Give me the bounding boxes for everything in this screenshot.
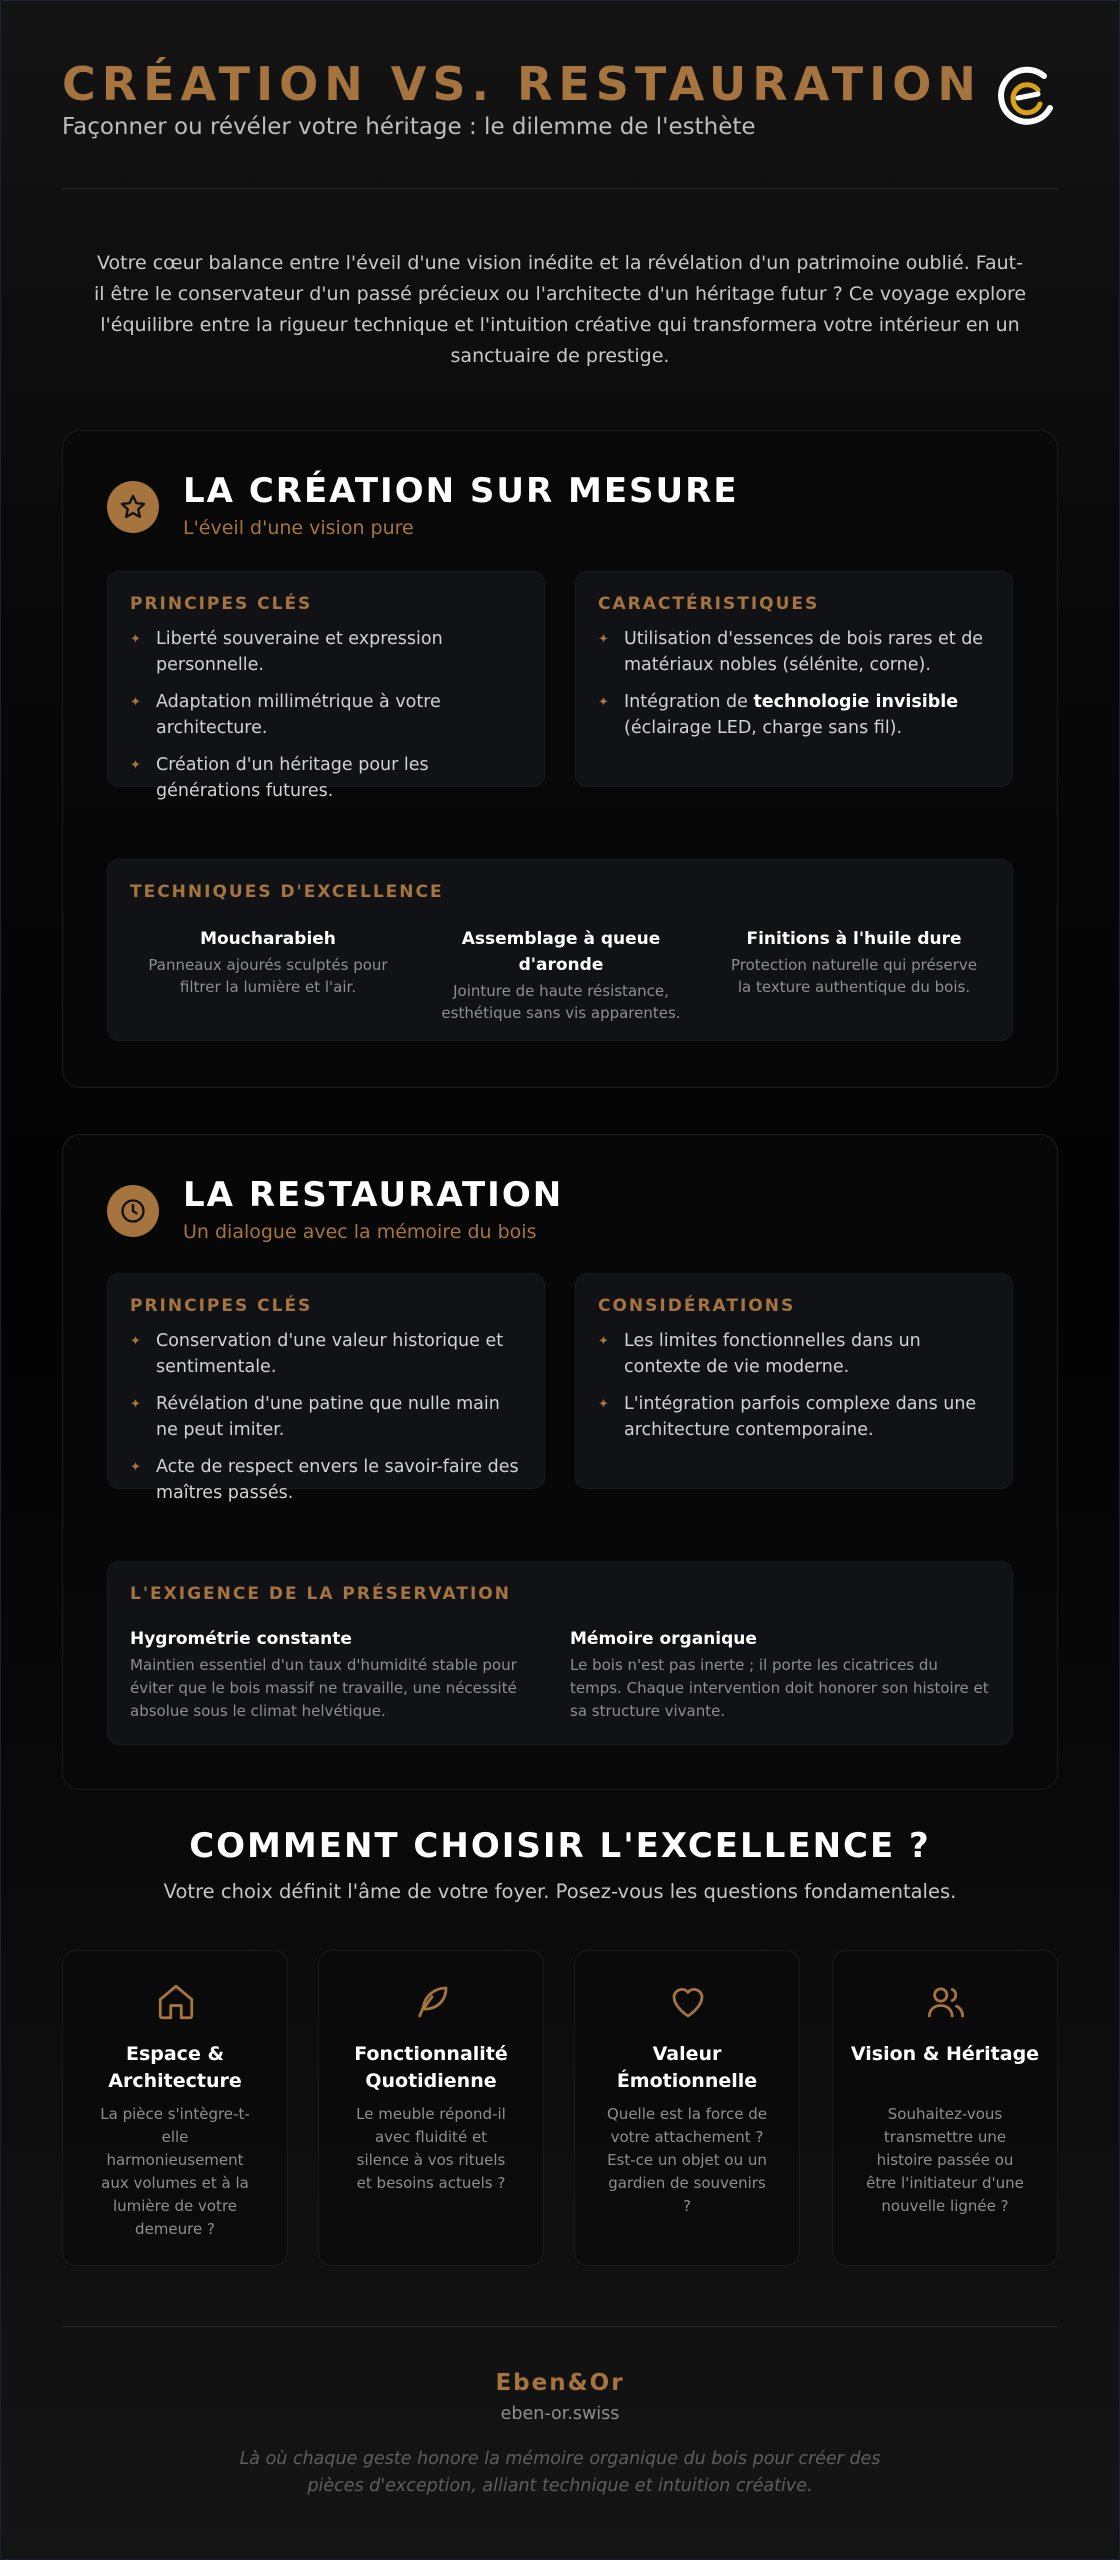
question-title: Espace & Architecture — [108, 2043, 242, 2092]
restoration-section — [62, 1134, 1058, 1790]
restoration-subtitle: Un dialogue avec la mémoire du bois — [183, 1221, 537, 1243]
restoration-title: LA RESTAURATION — [183, 1175, 564, 1215]
question-desc: Quelle est la force de votre attachement ? Est-ce un objet ou un gardien de souvenirs ? — [607, 2105, 767, 2215]
list-item: ✦ Les limites fonctionnelles dans un contexte de vie moderne. — [598, 1328, 990, 1380]
users-icon — [925, 1981, 967, 2023]
list-item: ✦ Utilisation d'essences de bois rares et de matériaux nobles (sélénite, corne). — [598, 626, 990, 678]
creation-title: LA CRÉATION SUR MESURE — [183, 471, 739, 511]
star-icon — [107, 481, 159, 533]
technique-desc: Jointure de haute résistance, esthétique sans vis apparentes. — [441, 982, 681, 1022]
page-subtitle: Façonner ou révéler votre héritage : le dilemme de l'esthète — [62, 114, 756, 140]
question-desc: Souhaitez-vous transmettre une histoire passée ou être l'initiateur d'une nouvelle lignée ? — [866, 2105, 1024, 2215]
list-item: ✦ Liberté souveraine et expression personnelle. — [130, 626, 522, 678]
preservation-item — [130, 1626, 540, 1723]
card-heading: TECHNIQUES D'EXCELLENCE — [130, 882, 444, 902]
list-item: ✦ Adaptation millimétrique à votre architecture. — [130, 689, 522, 741]
list-item: ✦ Intégration de technologie invisible (éclairage LED, charge sans fil). — [598, 689, 990, 741]
page-title: CRÉATION VS. RESTAURATION — [62, 57, 982, 111]
creation-features-card — [575, 571, 1013, 787]
footer-tagline: Là où chaque geste honore la mémoire organique du bois pour créer des pièces d'exception, alliant technique et intuition créative. — [239, 2449, 881, 2496]
card-heading: CONSIDÉRATIONS — [598, 1296, 796, 1316]
home-icon — [155, 1981, 197, 2023]
list-item: ✦ Conservation d'une valeur historique et sentimentale. — [130, 1328, 522, 1380]
restoration-principles-card — [107, 1273, 545, 1503]
heart-icon — [667, 1981, 709, 2023]
footer-divider — [62, 2326, 1058, 2327]
list-item: ✦ Création d'un héritage pour les générations futures. — [130, 752, 522, 804]
technique-item — [140, 926, 396, 998]
principles-list — [130, 1328, 522, 1517]
preservation-card — [107, 1561, 1013, 1745]
features-list — [598, 626, 990, 752]
question-card — [832, 1950, 1058, 2266]
preservation-item — [570, 1626, 990, 1723]
preservation-desc: Le bois n'est pas inerte ; il porte les cicatrices du temps. Chaque intervention doit honorer son histoire et sa structure vivante. — [570, 1656, 989, 1720]
card-heading: L'EXIGENCE DE LA PRÉSERVATION — [130, 1584, 511, 1604]
footer-site: eben-or.swiss — [500, 2404, 620, 2424]
question-card — [318, 1950, 544, 2266]
preservation-title: Hygrométrie constante — [130, 1629, 352, 1649]
technique-item — [433, 926, 689, 1024]
header-divider — [62, 188, 1058, 189]
brand-logo-icon — [994, 64, 1058, 128]
considerations-card — [575, 1273, 1013, 1489]
choose-subtitle: Votre choix définit l'âme de votre foyer. Posez-vous les questions fondamentales. — [163, 1880, 957, 1903]
technique-title: Finitions à l'huile dure — [746, 929, 962, 949]
question-desc: La pièce s'intègre-t-elle harmonieusement aux volumes et à la lumière de votre demeure ? — [100, 2105, 250, 2238]
question-card — [62, 1950, 288, 2266]
preservation-desc: Maintien essentiel d'un taux d'humidité stable pour éviter que le bois massif ne travaille, une nécessité absolue sous le climat helvétique. — [130, 1656, 517, 1720]
creation-section — [62, 430, 1058, 1088]
card-heading: PRINCIPES CLÉS — [130, 1296, 313, 1316]
highlight-text: technologie invisible — [753, 692, 959, 712]
card-heading: CARACTÉRISTIQUES — [598, 594, 820, 614]
clock-icon — [107, 1185, 159, 1237]
creation-subtitle: L'éveil d'une vision pure — [183, 517, 414, 539]
technique-title: Moucharabieh — [200, 929, 336, 949]
technique-item — [726, 926, 982, 998]
choose-title: COMMENT CHOISIR L'EXCELLENCE ? — [189, 1826, 931, 1866]
considerations-list — [598, 1328, 990, 1454]
list-item: ✦ L'intégration parfois complexe dans une architecture contemporaine. — [598, 1391, 990, 1443]
principles-list — [130, 626, 522, 815]
footer-brand: Eben&Or — [495, 2370, 625, 2396]
intro-text: Votre cœur balance entre l'éveil d'une vision inédite et la révélation d'un patrimoine oublié. Faut-il être le conservateur d'un passé précieux ou l'architecte d'un héritage futur ? Ce voyage explore l'équilibre entre la rigueur technique et l'intuition créative qui transformera votre intérieur en un sanctuaire de prestige. — [93, 252, 1027, 367]
question-title: Vision & Héritage — [850, 2043, 1040, 2065]
question-card — [574, 1950, 800, 2266]
question-title: Fonctionnalité Quotidienne — [354, 2043, 508, 2092]
list-item: ✦ Acte de respect envers le savoir-faire des maîtres passés. — [130, 1454, 522, 1506]
feather-icon — [411, 1981, 453, 2023]
technique-desc: Protection naturelle qui préserve la texture authentique du bois. — [730, 956, 977, 996]
techniques-card — [107, 859, 1013, 1041]
list-item: ✦ Révélation d'une patine que nulle main ne peut imiter. — [130, 1391, 522, 1443]
page-header — [62, 56, 1058, 146]
technique-title: Assemblage à queue d'aronde — [461, 929, 661, 975]
technique-desc: Panneaux ajourés sculptés pour filtrer la lumière et l'air. — [148, 956, 388, 996]
question-desc: Le meuble répond-il avec fluidité et silence à vos rituels et besoins actuels ? — [356, 2105, 506, 2192]
question-title: Valeur Émotionnelle — [616, 2043, 758, 2092]
preservation-title: Mémoire organique — [570, 1629, 757, 1649]
creation-principles-card — [107, 571, 545, 801]
card-heading: PRINCIPES CLÉS — [130, 594, 313, 614]
